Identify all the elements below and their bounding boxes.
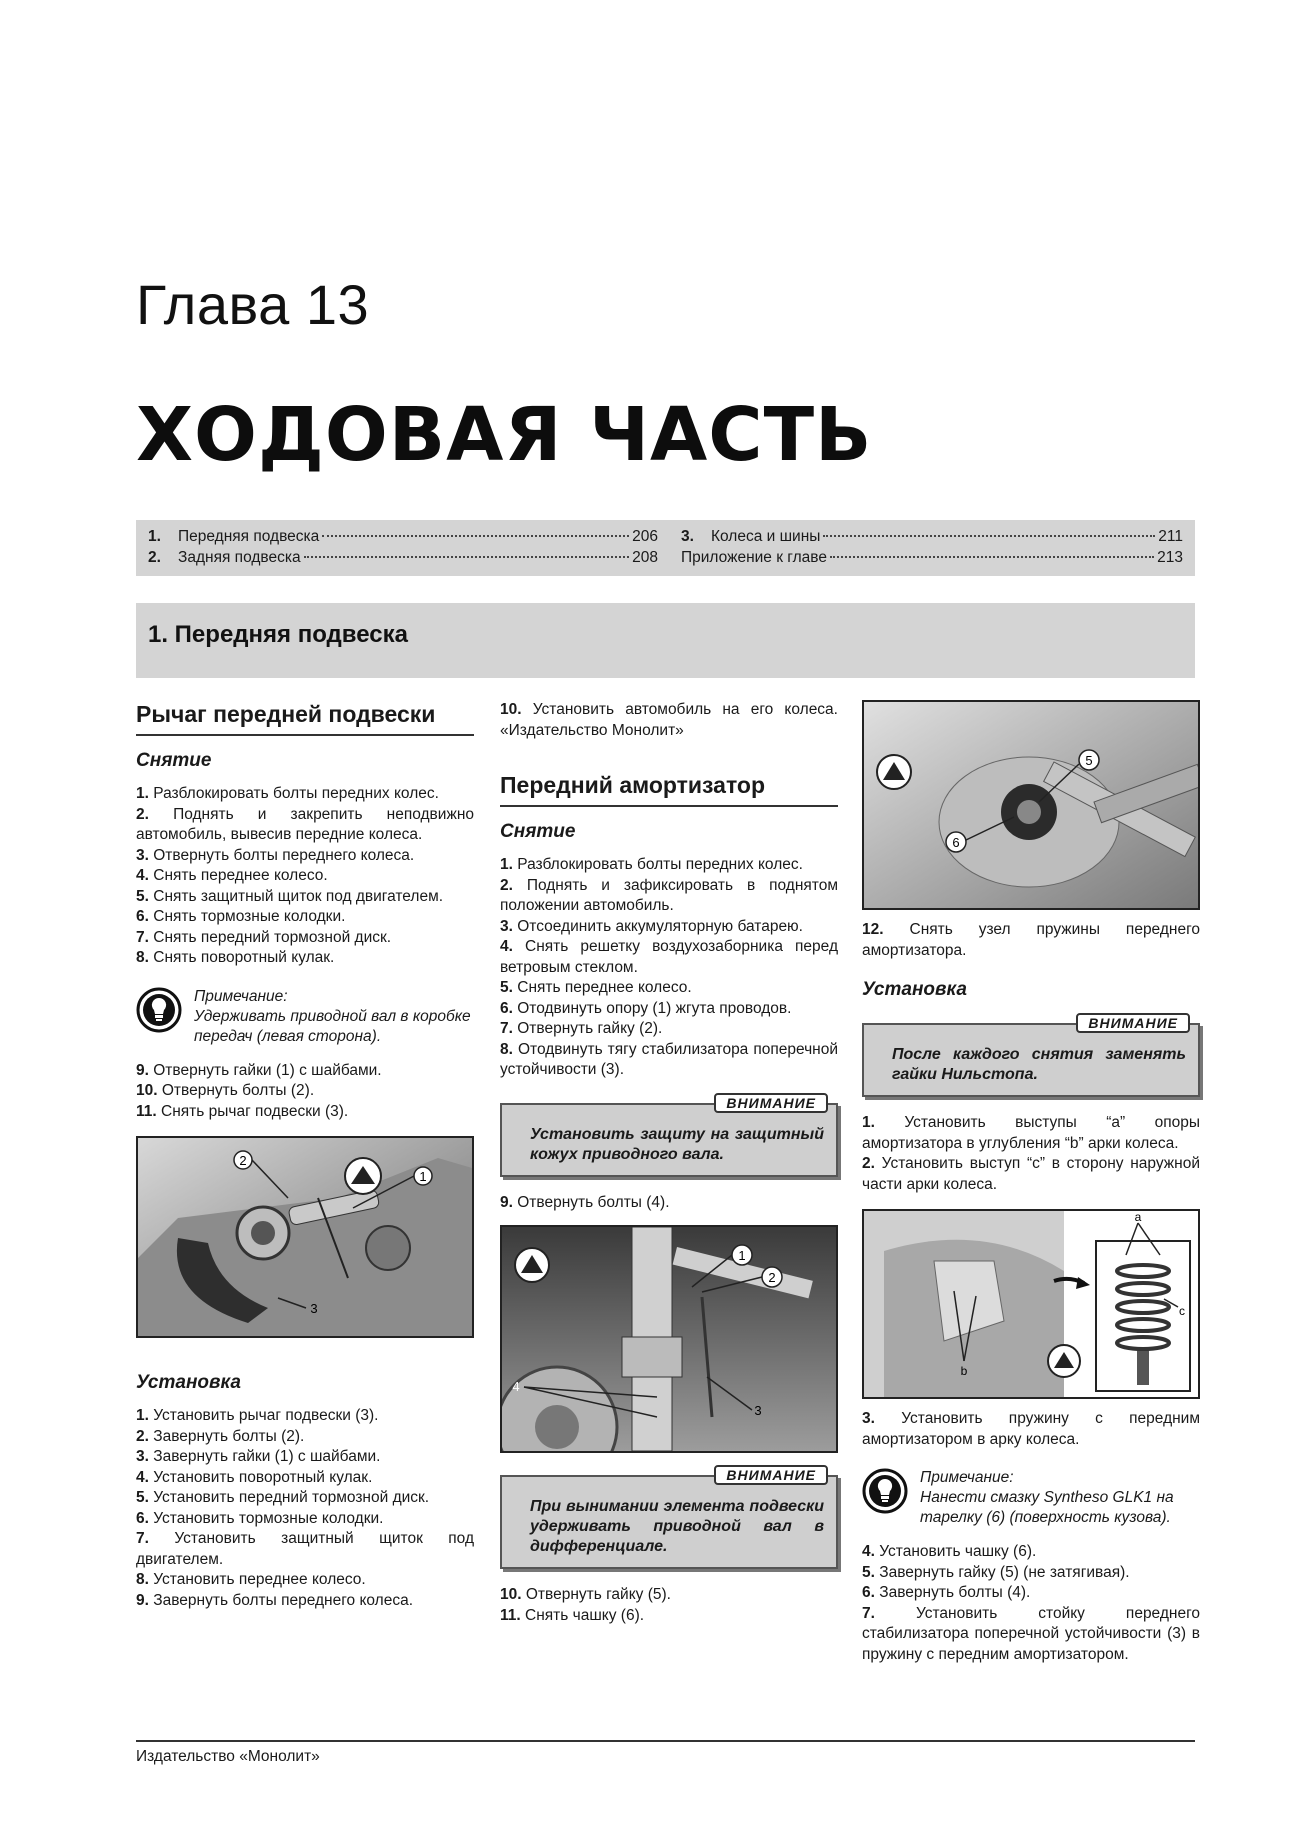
toc-entry[interactable] [148, 549, 658, 567]
list-item: 9. Завернуть болты переднего колеса. [136, 1591, 414, 1609]
toc-text: Передняя подвеска [178, 528, 320, 545]
lightbulb-icon [136, 987, 182, 1033]
warning-text: При вынимании элемента подвески удерживать приводной вал в дифференциале. [530, 1498, 824, 1555]
list-item: 7. Установить защитный щиток под двигателем. [136, 1530, 474, 1568]
toc-text: Приложение к главе [681, 549, 827, 566]
column-3 [862, 700, 1200, 1665]
subheading-removal: Снятие [500, 821, 576, 842]
toc-entry[interactable] [681, 549, 1183, 567]
list-item: 5. Установить передний тормозной диск. [136, 1489, 430, 1506]
warning-text: Установить защиту на защитный кожух приводного вала. [530, 1125, 824, 1163]
toc-text: Задняя подвеска [178, 549, 301, 566]
list-item: 3. Отсоединить аккумуляторную батарею. [500, 917, 803, 935]
chapter-title: ХОДОВАЯ ЧАСТЬ [136, 392, 873, 478]
list-item: 6. Снять тормозные колодки. [136, 908, 346, 925]
subheading-install: Установка [862, 979, 967, 1000]
page-footer: Издательство «Монолит» [136, 1740, 1195, 1766]
table-of-contents [136, 520, 1195, 576]
figure-label: 3 [754, 1403, 762, 1418]
note-box [136, 987, 474, 1047]
list-item: 11. Снять рычаг подвески (3). [136, 1102, 349, 1120]
warning-box [500, 1467, 838, 1569]
figure-strut-top [862, 700, 1200, 910]
list-item: 1. Установить рычаг подвески (3). [136, 1407, 379, 1424]
list-item: 6. Завернуть болты (4). [862, 1584, 1031, 1601]
figure-label: 2 [239, 1153, 247, 1168]
warning-tag: ВНИМАНИЕ [714, 1465, 828, 1485]
list-item: 9. Отвернуть гайки (1) с шайбами. [136, 1061, 382, 1079]
list-item: 6. Отодвинуть опору (1) жгута проводов. [500, 999, 792, 1017]
list-item: 8. Отодвинуть тягу стабилизатора поперечной устойчивости (3). [500, 1040, 838, 1078]
lightbulb-icon [862, 1468, 908, 1514]
column-2 [500, 700, 838, 1626]
list-item: 3. Отвернуть болты переднего колеса. [136, 846, 415, 864]
install-list [136, 1406, 474, 1611]
section-title: 1. Передняя подвеска [148, 621, 408, 648]
toc-num: 3. [681, 528, 694, 545]
list-item: 12. Снять узел пружины переднего амортизатора. [862, 921, 1200, 959]
chapter-number: Глава 13 [136, 273, 370, 336]
figure-label: c [1179, 1304, 1185, 1318]
removal-list [500, 855, 838, 1081]
list-item: 7. Установить стойку переднего стабилизатора поперечной устойчивости (3) в пружину с передним амортизатором. [862, 1604, 1200, 1663]
list-item: 9. Отвернуть болты (4). [500, 1193, 670, 1211]
note-text: Удерживать приводной вал в коробке передач (левая сторона). [194, 1007, 471, 1045]
figure-label: 2 [768, 1270, 776, 1285]
note-text: Нанести смазку Syntheso GLK1 на тарелку (6) (поверхность кузова). [920, 1489, 1174, 1526]
list-item: 5. Снять защитный щиток под двигателем. [136, 887, 444, 905]
toc-page: 206 [632, 528, 658, 545]
figure-label: 5 [1085, 753, 1093, 768]
list-item: 2. Поднять и зафиксировать в поднятом положении автомобиль. [500, 876, 838, 914]
list-item: 4. Установить чашку (6). [862, 1543, 1037, 1560]
toc-page: 208 [632, 549, 658, 566]
figure-front-arm [136, 1136, 474, 1338]
list-item: 2. Поднять и закрепить неподвижно автомобиль, вывесив передние колеса. [136, 805, 474, 843]
toc-text: Колеса и шины [711, 528, 821, 545]
list-item: 4. Установить поворотный кулак. [136, 1468, 373, 1486]
heading-front-arm: Рычаг передней подвески [136, 700, 474, 736]
toc-num: 2. [148, 549, 161, 566]
toc-leader [322, 535, 629, 537]
subheading-install: Установка [136, 1372, 241, 1393]
removal-list [136, 784, 474, 969]
list-item: 3. Завернуть гайки (1) с шайбами. [136, 1448, 381, 1465]
note-label: Примечание: [920, 1469, 1014, 1486]
subheading-removal: Снятие [136, 750, 212, 771]
figure-label: a [1134, 1211, 1142, 1224]
figure-label: 4 [512, 1379, 520, 1394]
toc-leader [830, 556, 1154, 558]
list-item: 2. Завернуть болты (2). [136, 1427, 305, 1445]
list-item: 5. Снять переднее колесо. [500, 979, 692, 996]
figure-spring-install [862, 1209, 1200, 1399]
figure-front-shock [500, 1225, 838, 1453]
heading-front-shock: Передний амортизатор [500, 771, 838, 807]
list-item: 10. Установить автомобиль на его колеса. «Издательство Монолит» [500, 701, 838, 739]
toc-leader [823, 535, 1155, 537]
list-item: 8. Установить переднее колесо. [136, 1571, 366, 1588]
list-item: 6. Установить тормозные колодки. [136, 1509, 384, 1527]
warning-tag: ВНИМАНИЕ [1076, 1013, 1190, 1033]
figure-label: 6 [952, 835, 960, 850]
toc-page: 211 [1158, 528, 1183, 545]
list-item: 3. Установить пружину с передним амортизатором в арку колеса. [862, 1410, 1200, 1448]
warning-tag: ВНИМАНИЕ [714, 1093, 828, 1113]
list-item: 4. Снять переднее колесо. [136, 867, 328, 884]
toc-entry[interactable] [681, 528, 1183, 546]
list-item: 8. Снять поворотный кулак. [136, 949, 335, 966]
toc-page: 213 [1157, 549, 1183, 566]
note-box [862, 1468, 1200, 1528]
list-item: 5. Завернуть гайку (5) (не затягивая). [862, 1563, 1130, 1581]
figure-label: b [960, 1364, 968, 1378]
figure-label: 3 [310, 1301, 318, 1316]
removal-list-continued [136, 1061, 474, 1123]
toc-entry[interactable] [148, 528, 658, 546]
list-item: 11. Снять чашку (6). [500, 1606, 645, 1624]
warning-text: После каждого снятия заменять гайки Нильстопа. [892, 1046, 1186, 1083]
list-item: 10. Отвернуть гайку (5). [500, 1586, 671, 1603]
warning-box [500, 1094, 838, 1177]
column-1 [136, 700, 474, 1611]
toc-num: 1. [148, 528, 161, 545]
figure-label: 1 [419, 1169, 427, 1184]
figure-label: 1 [738, 1248, 746, 1263]
list-item: 7. Снять передний тормозной диск. [136, 928, 392, 946]
section-header [136, 603, 1195, 678]
list-item: 10. Отвернуть болты (2). [136, 1082, 315, 1099]
list-item: 1. Разблокировать болты передних колес. [136, 785, 439, 802]
list-item: 2. Установить выступ “c” в сторону наружной части арки колеса. [862, 1155, 1200, 1193]
list-item: 4. Снять решетку воздухозаборника перед ветровым стеклом. [500, 938, 838, 976]
list-item: 1. Установить выступы “a” опоры амортизатора в углубления “b” арки колеса. [862, 1114, 1200, 1152]
note-label: Примечание: [194, 987, 288, 1005]
list-item: 1. Разблокировать болты передних колес. [500, 856, 803, 873]
list-item: 7. Отвернуть гайку (2). [500, 1020, 663, 1037]
warning-box [862, 1015, 1200, 1097]
toc-leader [304, 556, 630, 558]
